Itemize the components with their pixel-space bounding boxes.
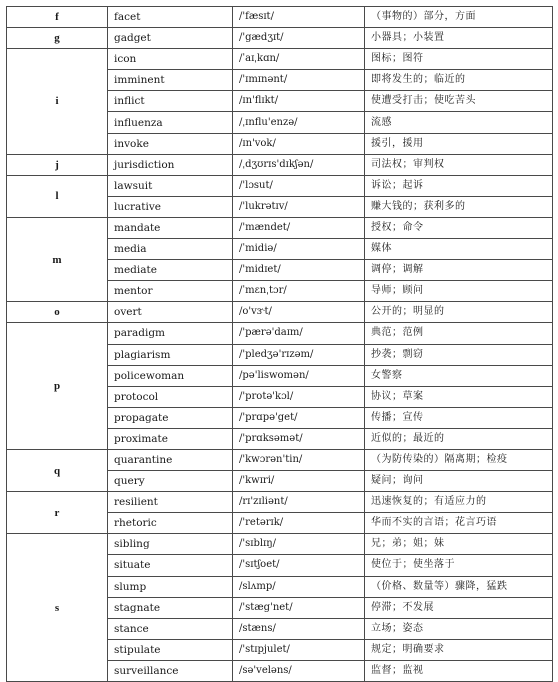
phonetic-cell: /pə'liswomən/ <box>233 365 365 386</box>
table-row <box>7 492 553 513</box>
word-cell: protocol <box>108 386 233 407</box>
table-row <box>7 534 553 555</box>
phonetic-cell: /'stæg'net/ <box>233 597 365 618</box>
meaning-cell: 媒体 <box>365 239 553 260</box>
table-row <box>7 217 553 238</box>
phonetic-cell: /o'vɝt/ <box>233 302 365 323</box>
word-cell: media <box>108 239 233 260</box>
meaning-cell: 赚大钱的；获利多的 <box>365 196 553 217</box>
phonetic-cell: /'ɪmɪnənt/ <box>233 70 365 91</box>
word-cell: invoke <box>108 133 233 154</box>
word-cell: surveillance <box>108 660 233 681</box>
word-cell: stance <box>108 618 233 639</box>
phonetic-cell: /'kwɪri/ <box>233 471 365 492</box>
phonetic-cell: /'kwɔrən'tin/ <box>233 449 365 470</box>
word-cell: inflict <box>108 91 233 112</box>
phonetic-cell: /ˌdʒʊrɪs'dɪkʃən/ <box>233 154 365 175</box>
phonetic-cell: /'prɑpə'get/ <box>233 407 365 428</box>
word-cell: overt <box>108 302 233 323</box>
phonetic-cell: /'pærə'daɪm/ <box>233 323 365 344</box>
letter-heading: s <box>7 534 108 682</box>
meaning-cell: 小器具；小装置 <box>365 28 553 49</box>
meaning-cell: （事物的）部分，方面 <box>365 7 553 28</box>
phonetic-cell: /ɪn'flɪkt/ <box>233 91 365 112</box>
phonetic-cell: /ˈaɪˌkɑn/ <box>233 49 365 70</box>
meaning-cell: （价格、数量等）骤降，猛跌 <box>365 576 553 597</box>
letter-heading: j <box>7 154 108 175</box>
table-row <box>7 302 553 323</box>
phonetic-cell: /'lukrətɪv/ <box>233 196 365 217</box>
phonetic-cell: /'sɪblɪŋ/ <box>233 534 365 555</box>
meaning-cell: 抄袭；剽窃 <box>365 344 553 365</box>
phonetic-cell: /'pledʒə'rɪzəm/ <box>233 344 365 365</box>
meaning-cell: 援引，援用 <box>365 133 553 154</box>
table-row <box>7 154 553 175</box>
word-cell: gadget <box>108 28 233 49</box>
table-row <box>7 28 553 49</box>
vocabulary-table <box>6 6 553 682</box>
meaning-cell: 迅速恢复的；有适应力的 <box>365 492 553 513</box>
phonetic-cell: /'sɪtʃoet/ <box>233 555 365 576</box>
table-row <box>7 175 553 196</box>
word-cell: sibling <box>108 534 233 555</box>
meaning-cell: 疑问；询问 <box>365 471 553 492</box>
word-cell: rhetoric <box>108 513 233 534</box>
meaning-cell: 传播；宣传 <box>365 407 553 428</box>
meaning-cell: 导师；顾问 <box>365 281 553 302</box>
meaning-cell: 停滞；不发展 <box>365 597 553 618</box>
letter-heading: i <box>7 49 108 154</box>
word-cell: mediate <box>108 260 233 281</box>
word-cell: situate <box>108 555 233 576</box>
word-cell: mandate <box>108 217 233 238</box>
meaning-cell: 流感 <box>365 112 553 133</box>
phonetic-cell: /'prɑksəmət/ <box>233 428 365 449</box>
word-cell: imminent <box>108 70 233 91</box>
meaning-cell: 调停；调解 <box>365 260 553 281</box>
letter-heading: g <box>7 28 108 49</box>
table-row <box>7 49 553 70</box>
phonetic-cell: /'protə'kɔl/ <box>233 386 365 407</box>
word-cell: stipulate <box>108 639 233 660</box>
meaning-cell: 规定；明确要求 <box>365 639 553 660</box>
meaning-cell: 协议；草案 <box>365 386 553 407</box>
meaning-cell: （为防传染的）隔离期；检疫 <box>365 449 553 470</box>
meaning-cell: 授权；命令 <box>365 217 553 238</box>
letter-heading: m <box>7 217 108 301</box>
word-cell: jurisdiction <box>108 154 233 175</box>
meaning-cell: 监督；监视 <box>365 660 553 681</box>
word-cell: propagate <box>108 407 233 428</box>
word-cell: lucrative <box>108 196 233 217</box>
meaning-cell: 使遭受打击；使吃苦头 <box>365 91 553 112</box>
phonetic-cell: /sə'veləns/ <box>233 660 365 681</box>
phonetic-cell: /'mændet/ <box>233 217 365 238</box>
letter-heading: o <box>7 302 108 323</box>
meaning-cell: 诉讼；起诉 <box>365 175 553 196</box>
word-cell: facet <box>108 7 233 28</box>
meaning-cell: 公开的；明显的 <box>365 302 553 323</box>
phonetic-cell: /ˈmɛnˌtɔr/ <box>233 281 365 302</box>
word-cell: influenza <box>108 112 233 133</box>
phonetic-cell: /ˈmidiə/ <box>233 239 365 260</box>
word-cell: plagiarism <box>108 344 233 365</box>
meaning-cell: 女警察 <box>365 365 553 386</box>
word-cell: icon <box>108 49 233 70</box>
word-cell: proximate <box>108 428 233 449</box>
phonetic-cell: /'fæsɪt/ <box>233 7 365 28</box>
table-row <box>7 323 553 344</box>
phonetic-cell: /stæns/ <box>233 618 365 639</box>
phonetic-cell: /'gædʒɪt/ <box>233 28 365 49</box>
meaning-cell: 即将发生的；临近的 <box>365 70 553 91</box>
letter-heading: q <box>7 449 108 491</box>
letter-heading: r <box>7 492 108 534</box>
word-cell: slump <box>108 576 233 597</box>
word-cell: lawsuit <box>108 175 233 196</box>
meaning-cell: 立场；姿态 <box>365 618 553 639</box>
word-cell: paradigm <box>108 323 233 344</box>
word-cell: policewoman <box>108 365 233 386</box>
meaning-cell: 典范；范例 <box>365 323 553 344</box>
vocabulary-table-body <box>7 7 553 682</box>
meaning-cell: 华而不实的言语；花言巧语 <box>365 513 553 534</box>
phonetic-cell: /slʌmp/ <box>233 576 365 597</box>
word-cell: mentor <box>108 281 233 302</box>
table-row <box>7 449 553 470</box>
meaning-cell: 图标；图符 <box>365 49 553 70</box>
phonetic-cell: /rɪ'zɪliənt/ <box>233 492 365 513</box>
letter-heading: p <box>7 323 108 450</box>
meaning-cell: 兄；弟；姐；妹 <box>365 534 553 555</box>
meaning-cell: 近似的；最近的 <box>365 428 553 449</box>
letter-heading: f <box>7 7 108 28</box>
phonetic-cell: /'stɪpjulet/ <box>233 639 365 660</box>
phonetic-cell: /'retərɪk/ <box>233 513 365 534</box>
meaning-cell: 司法权；审判权 <box>365 154 553 175</box>
word-cell: quarantine <box>108 449 233 470</box>
word-cell: stagnate <box>108 597 233 618</box>
word-cell: resilient <box>108 492 233 513</box>
phonetic-cell: /'midɪet/ <box>233 260 365 281</box>
word-cell: query <box>108 471 233 492</box>
phonetic-cell: /ɪn'vok/ <box>233 133 365 154</box>
phonetic-cell: /'lɔsut/ <box>233 175 365 196</box>
letter-heading: l <box>7 175 108 217</box>
table-row <box>7 7 553 28</box>
phonetic-cell: /ˌɪnflu'enzə/ <box>233 112 365 133</box>
meaning-cell: 使位于；使坐落于 <box>365 555 553 576</box>
